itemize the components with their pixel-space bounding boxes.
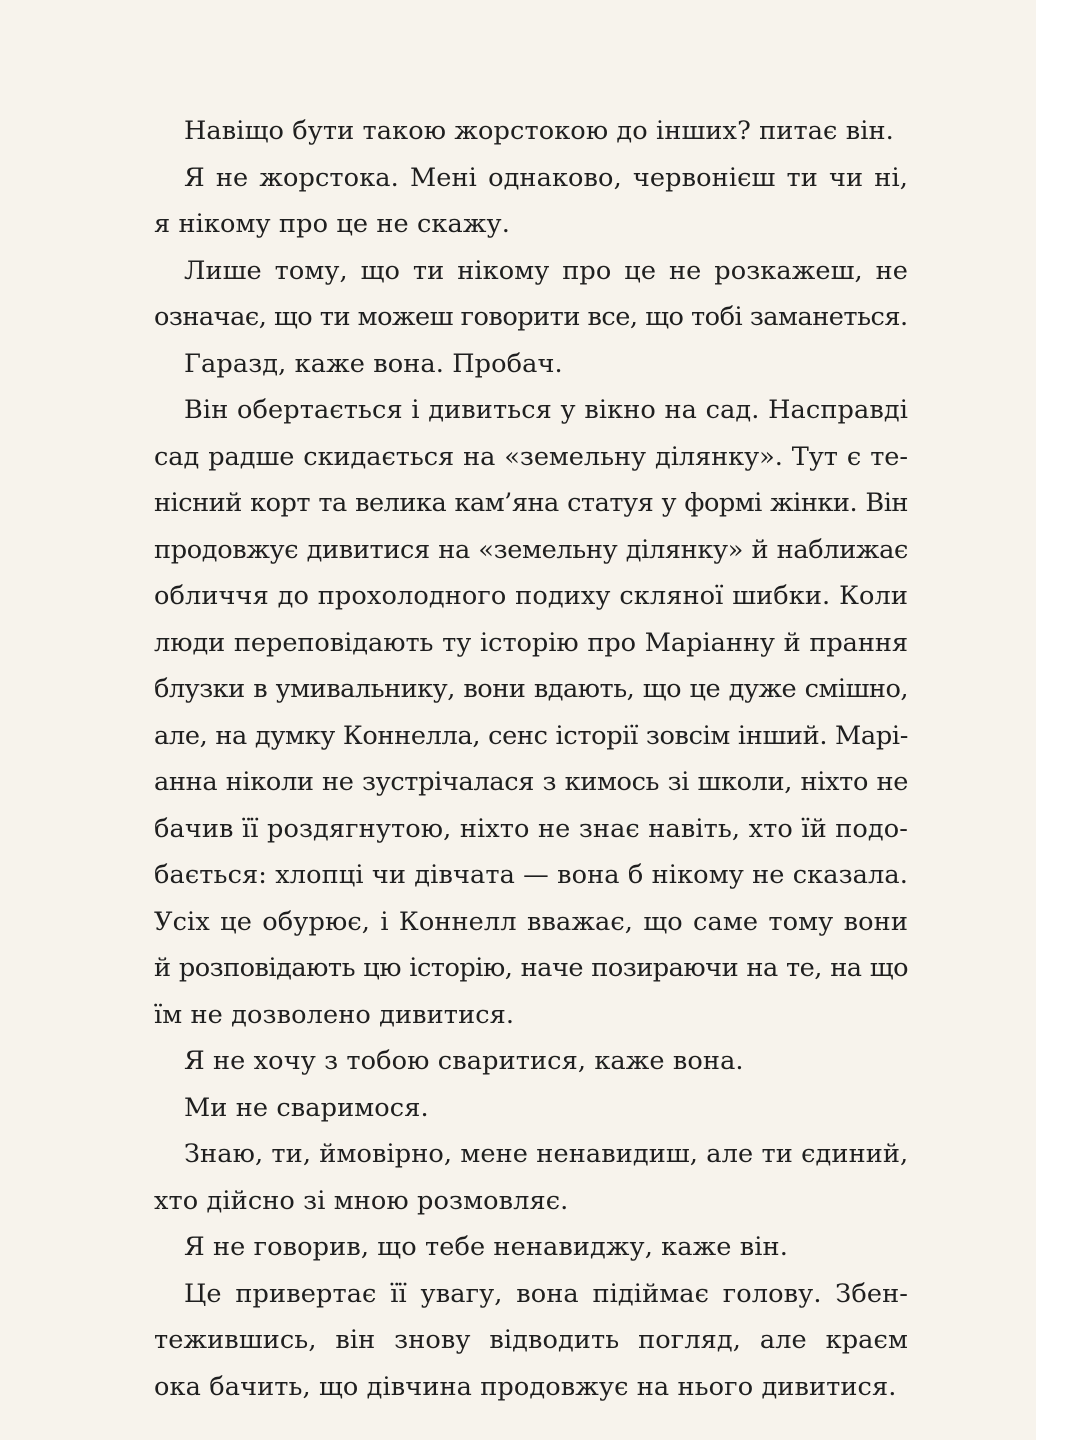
text-line: Лише тому, що ти нікому про це не розкажеш, не (184, 255, 908, 286)
text-line: але, на думку Коннелла, сенс історії зовсім інший. Марі- (154, 720, 908, 751)
text-line: бачив її роздягнутою, ніхто не знає навіть, хто їй подо- (154, 813, 908, 844)
body-text (154, 108, 908, 1410)
paragraph (154, 155, 908, 248)
paragraph (154, 1224, 908, 1271)
text-line: Гаразд, каже вона. Пробач. (184, 348, 563, 379)
text-line: Знаю, ти, ймовірно, мене ненавидиш, але ти єдиний, (184, 1139, 909, 1169)
paragraph (154, 1085, 908, 1132)
page-edge (1036, 0, 1080, 1440)
text-line: їм не дозволено дивитися. (154, 999, 515, 1030)
text-line: й розповідають цю історію, наче позираючи на те, на що (154, 953, 908, 983)
text-line: Я не хочу з тобою сваритися, каже вона. (184, 1046, 744, 1076)
text-line: блузки в умивальнику, вони вдають, що це дуже смішно, (154, 674, 908, 704)
paragraph (154, 108, 908, 155)
paragraph (154, 341, 908, 388)
text-line: сад радше скидається на «земельну ділянку». Тут є те- (154, 441, 908, 472)
paragraph (154, 248, 908, 341)
text-line: нісний корт та велика кам’яна статуя у формі жінки. Він (154, 488, 908, 518)
text-line: Усіх це обурює, і Коннелл вважає, що саме тому вони (154, 906, 908, 937)
text-line: анна ніколи не зустрічалася з кимось зі школи, ніхто не (154, 767, 908, 797)
text-line: Він обертається і дивиться у вікно на сад. Насправді (184, 395, 908, 425)
text-line: обличчя до прохолодного подиху скляної шибки. Коли (154, 581, 908, 611)
text-line: люди переповідають ту історію про Маріанну й прання (154, 627, 908, 658)
text-line: Я не говорив, що тебе ненавиджу, каже він. (184, 1232, 788, 1262)
text-line: Я не жорстока. Мені однаково, червонієш ти чи ні, (184, 162, 908, 193)
text-line: бається: хлопці чи дівчата — вона б нікому не сказала. (154, 860, 908, 890)
text-line: хто дійсно зі мною розмовляє. (154, 1185, 569, 1216)
text-line: Ми не сваримося. (184, 1092, 429, 1123)
text-line: продовжує дивитися на «земельну ділянку» й наближає (154, 534, 908, 565)
text-line: Навіщо бути такою жорстокою до інших? питає він. (184, 116, 894, 146)
paragraph (154, 1131, 908, 1224)
text-line: тежившись, він знову відводить погляд, але краєм (154, 1325, 908, 1355)
paragraph (154, 387, 908, 1038)
text-line: означає, що ти можеш говорити все, що тобі заманеться. (154, 302, 908, 332)
text-line: Це привертає її увагу, вона підіймає голову. Збен- (184, 1278, 908, 1309)
text-line: ока бачить, що дівчина продовжує на нього дивитися. (154, 1371, 897, 1402)
text-line: я нікому про це не скажу. (154, 209, 510, 239)
paragraph (154, 1271, 908, 1411)
paragraph (154, 1038, 908, 1085)
